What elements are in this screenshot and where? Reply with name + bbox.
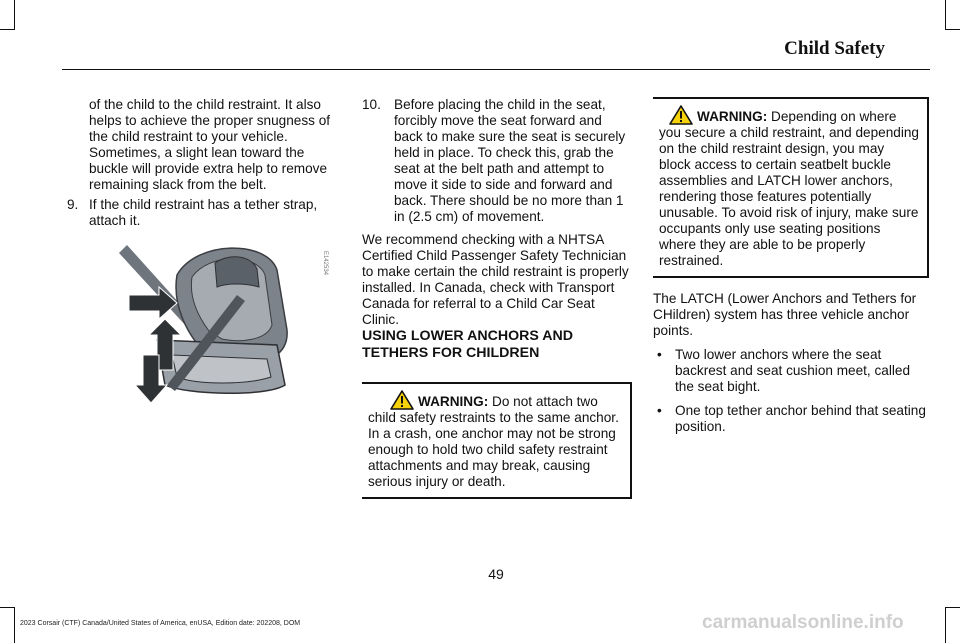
warning-triangle-icon: [390, 390, 414, 410]
crop-mark: [945, 0, 946, 30]
column-middle: [362, 97, 632, 499]
crop-mark: [0, 607, 14, 608]
crop-mark: [14, 607, 15, 643]
child-seat-tether-illustration: [117, 235, 328, 410]
list-number: 9.: [67, 197, 79, 212]
list-item-10: [362, 97, 632, 225]
child-seat-illustration: [117, 235, 307, 410]
bullet-symbol: •: [657, 347, 662, 362]
warning-text: Depending on where you secure a child restraint, and depending on the child restraint design, you may block access to certain seatbelt buckle assemblies and LATCH lower anchors, rendering those features potentially unusable. To avoid risk of injury, make sure occupants only use seating positions where they are able to be properly restrained.: [659, 109, 919, 268]
list-item: [653, 347, 929, 395]
warning-label: WARNING:: [418, 394, 489, 409]
bullet-text: Two lower anchors where the seat backrest and seat cushion meet, called the seat bight.: [675, 347, 911, 394]
watermark: carmanualsonline.info: [702, 612, 904, 633]
section-heading: USING LOWER ANCHORS AND TETHERS FOR CHILDREN: [362, 328, 573, 361]
list-item-text: Before placing the child in the seat, forcibly move the seat forward and back to make sure the seat is securely held in place. To check this, grab the seat at the belt path and attempt to move it side to side and forward and back. There should be no more than 1 in (2.5 cm) of movement.: [394, 97, 626, 224]
crop-mark: [946, 607, 960, 608]
list-item-9: [67, 197, 339, 229]
latch-paragraph: The LATCH (Lower Anchors and Tethers for CHildren) system has three vehicle anchor points.: [653, 291, 917, 338]
crop-mark: [14, 0, 15, 30]
list-item: [653, 403, 929, 435]
warning-label: WARNING:: [697, 109, 768, 124]
bullet-text: One top tether anchor behind that seating position.: [675, 403, 926, 434]
list-number: 10.: [362, 97, 381, 112]
crop-mark: [945, 607, 946, 643]
edition-footer: 2023 Corsair (CTF) Canada/United States of America, enUSA, Edition date: 202208, DOM: [20, 620, 301, 627]
list-item-text: If the child restraint has a tether strap, attach it.: [89, 197, 318, 228]
crop-mark: [946, 29, 960, 30]
warning-box: [653, 97, 929, 278]
figure-code: E142534: [322, 250, 328, 275]
warning-text: Do not attach two child safety restraints to the same anchor. In a crash, one anchor may not be strong enough to hold two child safety restraint attachments and may break, causing serious injury or death.: [368, 394, 619, 489]
page-title: Child Safety: [784, 38, 885, 59]
crop-mark: [0, 29, 14, 30]
header-divider: [62, 69, 930, 70]
recommend-paragraph: We recommend checking with a NHTSA Certified Child Passenger Safety Technician to make certain the child restraint is properly installed. In Canada, check with Transport Canada for referral to a Child Car Seat Clinic.: [362, 232, 629, 327]
column-left: [67, 97, 339, 410]
page-number: 49: [488, 566, 504, 582]
warning-triangle-icon: [669, 105, 693, 125]
warning-box: [362, 382, 632, 499]
push-arrow-icon: [129, 287, 177, 319]
column-right: [653, 97, 929, 435]
continued-paragraph: of the child to the child restraint. It also helps to achieve the proper snugness of the child restraint to your vehicle. Sometimes, a slight lean toward the buckle will provide extra help to remove remaining slack from the belt.: [89, 97, 331, 192]
bullet-symbol: •: [657, 403, 662, 418]
